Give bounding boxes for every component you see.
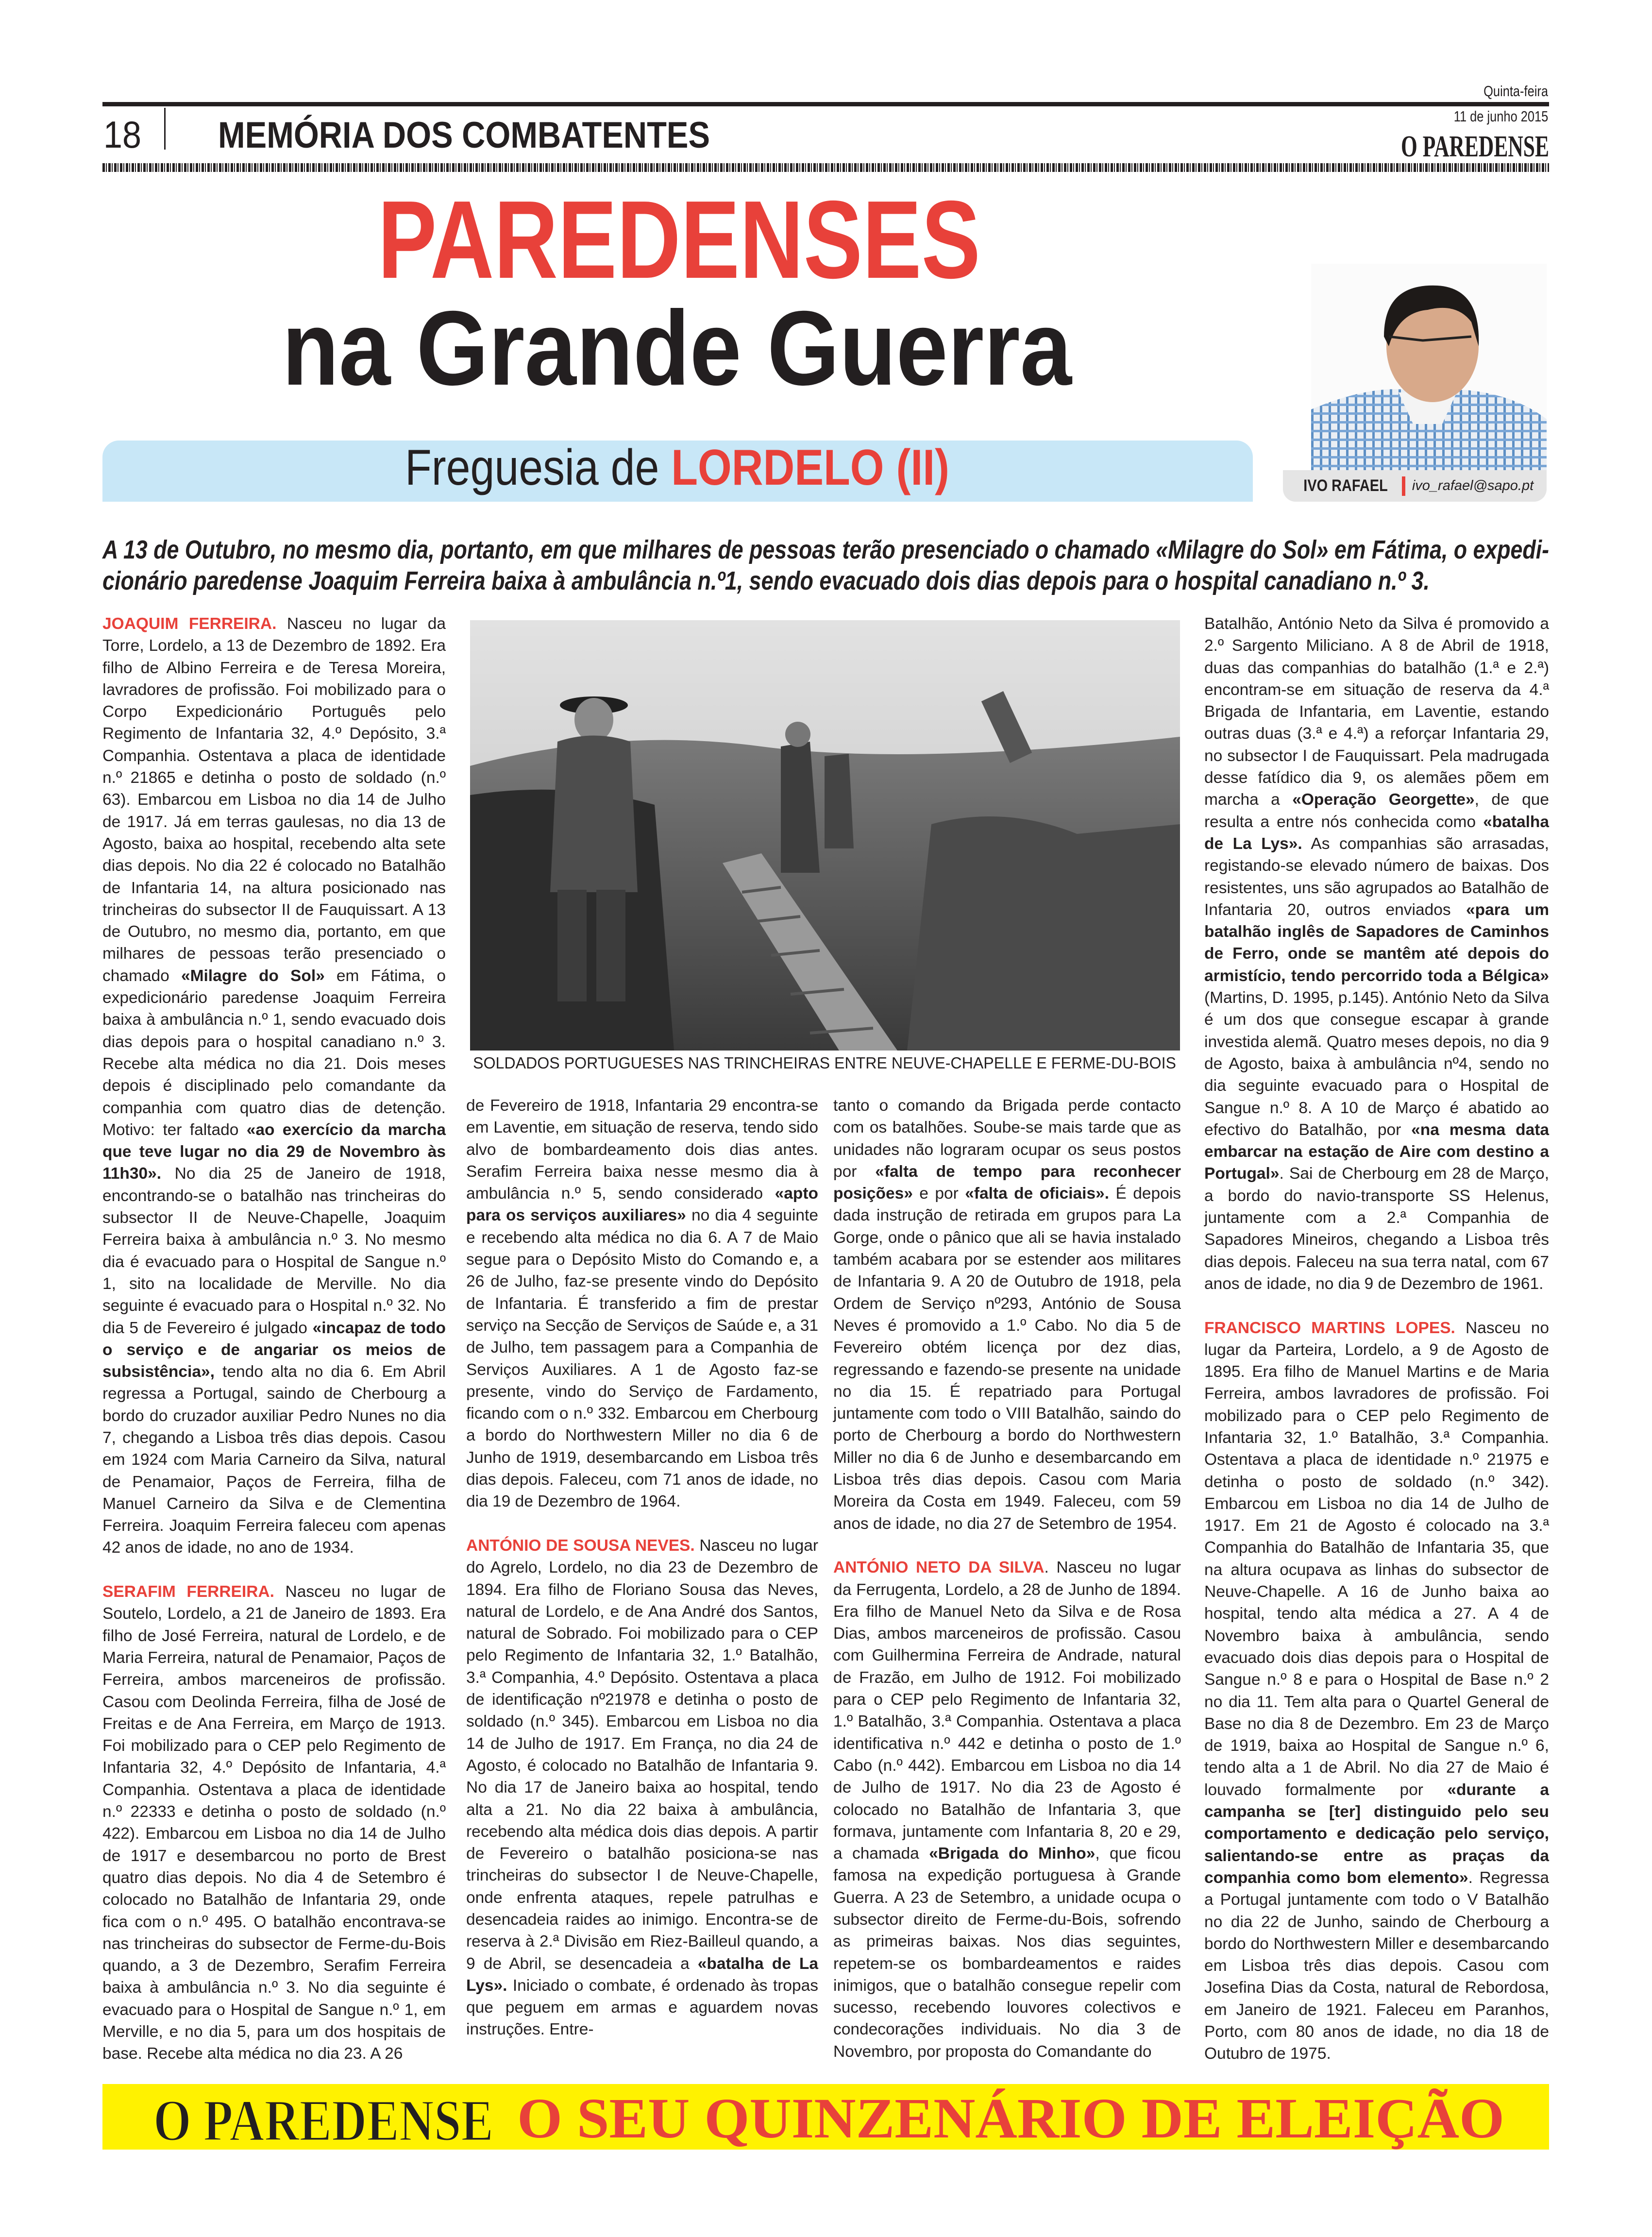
quoted-citation: «ao exercício da marcha que teve lugar no dia 29 de Novembro às 11h30». xyxy=(102,1120,446,1183)
soldier-name: FRANCISCO MARTINS LOPES. xyxy=(1204,1319,1455,1337)
quoted-citation: «Brigada do Minho» xyxy=(929,1845,1096,1863)
headline-line2: na Grande Guerra xyxy=(282,289,1073,407)
body-text: As companhias são arrasadas, registando-se elevado número de baixas. Dos resistentes, uns são agrupados ao Batalhão de Infantaria 20, outros enviados xyxy=(1204,834,1549,919)
subheadline-highlight: LORDELO (II) xyxy=(671,441,994,496)
issue-date: 11 de junho 2015 xyxy=(1453,108,1548,125)
author-portrait xyxy=(1311,264,1547,470)
quoted-citation: «batalha de La Lys». xyxy=(466,1954,818,1995)
trench-photo xyxy=(470,620,1180,1051)
body-text: Nasceu no lugar do Agrelo, Lordelo, no dia 23 de Dezembro de 1894. Era filho de Floriano Sousa das Neves, natural de Lordelo, e de Ana André dos Santos, natural de Sobrado. Foi mobilizado para o CEP pelo Regimento de Infantaria 32, 1.º Batalhão, 3.ª Companhia, 4.º Depósito. Ostentava a placa de identificação nº21978 e detinha o posto de soldado (n.º 345). Embarcou em Lisboa no dia 14 de Julho de 1917. Em França, no dia 24 de Agosto, é colocado no Batalhão de Infantaria 9. No dia 17 de Janeiro baixa ao hospital, tendo alta a 21. No dia 22 baixa à ambulância, recebendo alta médica dois dias depois. A partir de Fevereiro o batalhão posiciona-se nas trincheiras do subsector I de Neuve-Chapelle, onde enfrenta ataques, repele patrulhas e desencadeia raides ao inimigo. Encontra-se de reserva à 2.ª Divisão em Riez-Bailleul quando, a 9 de Abril, se desencadeia a xyxy=(466,1536,819,1973)
body-text: Iniciado o combate, é ordenado às tropas que peguem em armas e aguardem novas instruções. Entre- xyxy=(466,1976,818,2039)
dotted-rule xyxy=(102,163,1549,172)
quoted-citation: «falta de tempo para reconhecer posições» xyxy=(833,1162,1181,1203)
quoted-citation: «Milagre do Sol» xyxy=(181,966,325,985)
article-paragraph xyxy=(1204,613,1549,1295)
body-text: (Martins, D. 1995, p.145). António Neto da Silva é um dos que consegue escapar à grande investida alemã. Quatro meses depois, no dia 9 de Agosto, baixa à ambulância nº4, sendo no dia seguinte evacuado para o Hospital de Sangue n.º 8. A 10 de Março é abatido ao efectivo do Batalhão, por xyxy=(1204,989,1549,1139)
svg-text:Freguesia de LORDELO (II) xyxy=(405,441,994,496)
article-column-4 xyxy=(1204,613,1549,2065)
lead-paragraph xyxy=(0,529,1652,597)
quoted-citation: «Operação Georgette» xyxy=(1292,791,1475,809)
soldier-name: JOAQUIM FERREIRA. xyxy=(102,615,277,633)
quoted-citation: «batalha de La Lys». xyxy=(1204,813,1549,853)
footer-content xyxy=(102,2084,1549,2150)
subheadline-prefix: Freguesia de xyxy=(405,441,714,496)
headline-line1: PAREDENSES xyxy=(378,185,980,302)
body-text: , que ficou famosa na expedição portuguesa à Grande Guerra. A 23 de Setembro, a unidade ocupa o subsector direito de Ferme-du-Bois, sofrendo as primeiras baixas. Nos dias seguintes, repetem-se os bombardeamentos e raides inimigos, que o batalhão consegue repelir com sucesso, recebendo louvores colectivos e condecorações individuais. No dia 3 de Novembro, por proposta do Comandante do xyxy=(833,1845,1181,2061)
article-paragraph xyxy=(102,1581,446,2065)
body-text: , de que resulta a entre nós conhecida como xyxy=(1204,791,1549,831)
section-title: MEMÓRIA DOS COMBATENTES xyxy=(218,115,710,156)
article-column-1 xyxy=(102,613,446,2065)
quoted-citation: «na mesma data embarcar na estação de Aire com destino a Portugal» xyxy=(1204,1120,1549,1183)
subheadline-banner xyxy=(102,441,1253,502)
author-email[interactable]: ivo_rafael@sapo.pt xyxy=(1412,478,1534,493)
body-text: No dia 25 de Janeiro de 1918, encontrando-se o batalhão nas trincheiras do subsector II de Neuve-Chapelle, Joaquim Ferreira baixa à ambulância n.º 3. No mesmo dia é evacuado para o Hospital de Sangue n.º 1, sito na localidade de Merville. No dia seguinte é evacuado para o Hospital n.º 32. No dia 5 de Fevereiro é julgado xyxy=(102,1165,446,1337)
photo-caption xyxy=(470,1052,1180,1073)
body-text: em Fátima, o expedicionário paredense Joaquim Ferreira baixa à ambulância n.º 1, sendo evacuado dois dias depois para o hospital canadiano n.º 3. Recebe alta médica no dia 21. Dois meses depois é disciplinado pelo comandante da companhia com quatro dias de detenção. Motivo: ter faltado xyxy=(102,966,446,1139)
body-text: tanto o comando da Brigada perde contacto com os batalhões. Soube-se mais tarde que as unidades não lograram ocupar os seus postos por xyxy=(833,1097,1181,1181)
body-text: . Nasceu no lugar da Ferrugenta, Lordelo, a 28 de Junho de 1894. Era filho de Manuel Neto da Silva e de Rosa Dias, ambos marceneiros de profissão. Casou com Guilhermina Ferreira de Andrade, natural de Frazão, em Julho de 1912. Foi mobilizado para o CEP pelo Regimento de Infantaria 32, 1.º Batalhão, 3.ª Companhia. Ostentava a placa identificativa n.º 442 e detinha o posto de 1.º Cabo (n.º 442). Embarcou em Lisboa no dia 14 de Julho de 1917. No dia 23 de Agosto é colocado no Batalhão de Infantaria 3, que formava, juntamente com Infantaria 8, 20 e 29, a chamada xyxy=(833,1559,1181,1863)
lead-line: A 13 de Outubro, no mesmo dia, portanto, em que milhares de pessoas terão presenciado o chamado «Milagre do Sol» em Fátima, o expedi- xyxy=(101,535,1549,564)
body-text: . Sai de Cherbourg em 28 de Março, a bordo do navio-transporte SS Helenus, juntamente com a 2.ª Companhia de Sapadores Mineiros, chegando a Lisboa três dias depois. Faleceu na sua terra natal, com 67 anos de idade, no dia 9 de Dezembro de 1961. xyxy=(1204,1165,1549,1293)
soldier-name: SERAFIM FERREIRA. xyxy=(102,1583,274,1601)
masthead-logo: O PAREDENSE xyxy=(1401,130,1549,163)
article-paragraph xyxy=(466,1095,818,1513)
body-text: no dia 4 seguinte e recebendo alta médica no dia 6. A 7 de Maio segue para o Depósito Misto do Comando e, a 26 de Julho, faz-se presente vindo do Depósito de Infantaria. É transferido a fim de prestar serviço na Secção de Serviços de Saúde e, a 31 de Julho, tem passagem para a Companhia de Serviços Auxiliares. A 1 de Agosto faz-se presente, vindo do Serviço de Fardamento, ficando com o n.º 332. Embarcou em Cherbourg a bordo do Northwestern Miller no dia 6 de Junho de 1919, desembarcando em Lisboa três dias depois. Faleceu, com 71 anos de idade, no dia 19 de Dezembro de 1964. xyxy=(466,1206,818,1511)
footer-slogan: O SEU QUINZENÁRIO DE ELEIÇÃO xyxy=(517,2086,1504,2150)
article-paragraph xyxy=(833,1557,1181,2063)
headline xyxy=(0,185,1311,408)
header-titles xyxy=(0,0,1652,175)
soldier-name: ANTÓNIO NETO DA SILVA xyxy=(833,1559,1045,1577)
page-number: 18 xyxy=(103,113,141,156)
soldier-name: ANTÓNIO DE SOUSA NEVES. xyxy=(466,1536,695,1555)
body-text: Nasceu no lugar da Torre, Lordelo, a 13 de Dezembro de 1892. Era filho de Albino Ferreira e de Teresa Moreira, lavradores de profissão. Foi mobilizado para o Corpo Expedicionário Português pelo Regimento de Infantaria 32, 4.º Depósito, 3.ª Companhia. Ostentava a placa de identidade n.º 21865 e detinha o posto de soldado (n.º 63). Embarcou em Lisboa no dia 14 de Julho de 1917. Já em terras gaulesas, no dia 13 de Agosto, baixa ao hospital, recebendo alta sete dias depois. No dia 22 é colocado no Batalhão de Infantaria 14, na altura posicionado nas trincheiras do subsector II de Fauquissart. A 13 de Outubro, no mesmo dia, portanto, em que milhares de pessoas terão presenciado o chamado xyxy=(102,615,446,985)
article-column-3 xyxy=(833,1095,1181,2063)
author-name: IVO RAFAEL xyxy=(1303,476,1388,495)
byline-separator xyxy=(1402,476,1405,496)
body-text: de Fevereiro de 1918, Infantaria 29 encontra-se em Laventie, em situação de reserva, tendo sido alvo de bombardeamento dois dias antes. Serafim Ferreira baixa nesse mesmo dia à ambulância n.º 5, sendo considerado xyxy=(466,1097,818,1203)
article-paragraph xyxy=(1204,1317,1549,2065)
photo-caption-text: SOLDADOS PORTUGUESES NAS TRINCHEIRAS ENTRE NEUVE-CHAPELLE E FERME-DU-BOIS xyxy=(473,1054,1176,1072)
article-paragraph xyxy=(466,1535,818,2041)
weekday: Quinta-feira xyxy=(1483,83,1548,100)
subheadline xyxy=(102,441,1253,502)
quoted-citation: «durante a campanha se [ter] distinguido pelo seu comportamento e dedicação pelo serviço, salientando-se entre as praças da companhia como bom elemento» xyxy=(1204,1780,1549,1887)
header-divider xyxy=(164,108,166,150)
footer-banner xyxy=(102,2084,1549,2150)
body-text: Batalhão, António Neto da Silva é promovido a 2.º Sargento Miliciano. A 8 de Abril de 1918, duas das companhias do batalhão (1.ª e 2.ª) encontram-se em situação de reserva da 4.ª Brigada de Infantaria, em Laventie, estando outras duas (3.ª e 4.ª) a reforçar Infantaria 29, no subsector I de Fauquissart. Pela madrugada desse fatídico dia 9, os alemães põem em marcha a xyxy=(1204,615,1549,809)
body-text: e por xyxy=(912,1185,965,1203)
quoted-citation: «para um batalhão inglês de Sapadores de Caminhos de Ferro, onde se mantêm até depois do armistício, tendo percorrido toda a Bélgica» xyxy=(1204,900,1549,985)
article-column-2 xyxy=(466,1095,818,2041)
article-paragraph xyxy=(102,613,446,1559)
quoted-citation: «apto para os serviços auxiliares» xyxy=(466,1185,818,1225)
quoted-citation: «incapaz de todo o serviço e de angariar os meios de subsistência», xyxy=(102,1319,446,1381)
quoted-citation: «falta de oficiais». xyxy=(965,1185,1110,1203)
body-text: . Regressa a Portugal juntamente com todo o V Batalhão no dia 22 de Junho, saindo de Cherbourg a bordo do Northwestern Miller e desembarcando em Lisboa três dias depois. Casou com Josefina Dias da Costa, natural de Rebordosa, em Janeiro de 1921. Faleceu em Paranhos, Porto, com 80 anos de idade, no dia 18 de Outubro de 1975. xyxy=(1204,1868,1549,2063)
lead-line: cionário paredense Joaquim Ferreira baixa à ambulância n.º1, sendo evacuado dois dias depois para o hospital canadiano n.º 3. xyxy=(102,566,1430,595)
footer-logo: O PAREDENSE xyxy=(153,2088,493,2150)
body-text: É depois dada instrução de retirada em grupos para La Gorge, onde o pânico que ali se havia instalado também acabara por se estender aos militares de Infantaria 9. A 20 de Outubro de 1918, pela Ordem de Serviço nº293, António de Sousa Neves é promovido a 1.º Cabo. No dia 5 de Fevereiro obtém licença por dez dias, regressando e fazendo-se presente na unidade no dia 15. É repatriado para Portugal juntamente com todo o VIII Batalhão, saindo do porto de Cherbourg a bordo do Northwestern Miller no dia 6 de Junho e desembarcando em Lisboa três dias depois. Casou com Maria Moreira da Costa em 1949. Faleceu, com 59 anos de idade, no dia 27 de Setembro de 1954. xyxy=(833,1185,1181,1533)
body-text: Nasceu no lugar da Parteira, Lordelo, a 9 de Agosto de 1895. Era filho de Manuel Martins e de Maria Ferreira, ambos lavradores de profissão. Foi mobilizado para o CEP pelo Regimento de Infantaria 32, 1.º Batalhão, 3.ª Companhia. Ostentava a placa de identidade n.º 21975 e detinha o posto de soldado (n.º 342). Embarcou em Lisboa no dia 14 de Julho de 1917. Em 21 de Agosto é colocado na 3.ª Companhia do Batalhão de Infantaria 35, que na altura ocupava as linhas do subsector de Neuve-Chapelle. A 16 de Junho baixa ao hospital, tendo alta médica a 27. A 4 de Novembro baixa à ambulância, sendo evacuado dois dias depois para o Hospital de Sangue n.º 8 e para o Hospital de Base n.º 2 no dia 11. Tem alta para o Quartel General de Base no dia 8 de Dezembro. Em 23 de Março de 1919, baixa ao Hospital de Sangue n.º 6, tendo alta a 1 de Abril. No dia 27 de Maio é louvado formalmente por xyxy=(1204,1319,1549,1799)
article-paragraph xyxy=(833,1095,1181,1535)
author-byline xyxy=(1283,470,1547,502)
body-text: Nasceu no lugar de Soutelo, Lordelo, a 21 de Janeiro de 1893. Era filho de José Ferreira, natural de Lordelo, e de Maria Ferreira, natural de Penamaior, Paços de Ferreira, ambos marceneiros de profissão. Casou com Deolinda Ferreira, filha de José de Freitas e de Ana Ferreira, em Março de 1913. Foi mobilizado para o CEP pelo Regimento de Infantaria 32, 4.º Depósito de Infantaria, 4.ª Companhia. Ostentava a placa de identidade n.º 22333 e detinha o posto de soldado (n.º 422). Embarcou em Lisboa no dia 14 de Julho de 1917 e desembarcou no porto de Brest quatro dias depois. No dia 4 de Setembro é colocado no Batalhão de Infantaria 29, onde fica com o n.º 495. O batalhão encontrava-se nas trincheiras do subsector de Ferme-du-Bois quando, a 3 de Dezembro, Serafim Ferreira baixa à ambulância n.º 3. No dia seguinte é evacuado para o Hospital de Sangue n.º 1, em Merville, e no dia 5, para um dos hospitais de base. Recebe alta médica no dia 23. A 26 xyxy=(102,1583,446,2063)
body-text: tendo alta no dia 6. Em Abril regressa a Portugal, saindo de Cherbourg a bordo do cruzador auxiliar Pedro Nunes no dia 7, chegando a Lisboa três dias depois. Casou em 1924 com Maria Carneiro da Silva, natural de Penamaior, Paços de Ferreira, filha de Manuel Carneiro da Silva e de Clementina Ferreira. Joaquim Ferreira faleceu com apenas 42 anos de idade, no ano de 1934. xyxy=(102,1363,446,1557)
